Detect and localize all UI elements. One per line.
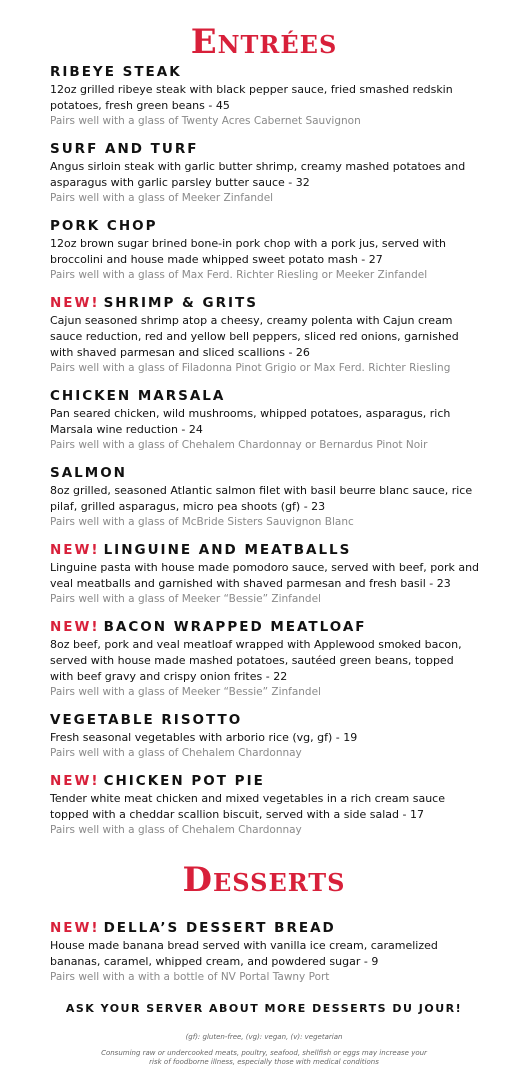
item-name: SURF AND TURF [50, 141, 199, 157]
item-name: PORK CHOP [50, 218, 158, 234]
new-badge: NEW! [50, 542, 100, 558]
new-badge: NEW! [50, 773, 100, 789]
entrees-title: Entrées [190, 22, 338, 62]
item-pairing: Pairs well with a glass of Meeker Zinfandel [50, 192, 274, 204]
item-pairing: Pairs well with a glass of Twenty Acres Cabernet Sauvignon [50, 115, 361, 127]
menu-item [50, 388, 480, 453]
menu-item [50, 141, 480, 206]
item-pairing: Pairs well with a glass of McBride Sisters Sauvignon Blanc [50, 516, 354, 528]
consumption-warning: Consuming raw or undercooked meats, poultry, seafood, shellfish or eggs may increase your risk of foodborne illness, especially those with medical conditions [101, 1049, 427, 1066]
item-description: Fresh seasonal vegetables with arborio rice (vg, gf) - 19 [50, 731, 358, 744]
diet-legend: (gf): gluten-free, (vg): vegan, (v): vegetarian [185, 1033, 343, 1041]
item-name: CHICKEN MARSALA [50, 388, 226, 404]
menu-item [50, 920, 480, 985]
menu-item [50, 619, 480, 700]
item-name: NEW! DELLA’S DESSERT BREAD [50, 920, 336, 936]
item-pairing: Pairs well with a glass of Meeker “Bessie” Zinfandel [50, 686, 321, 698]
item-pairing: Pairs well with a glass of Chehalem Chardonnay or Bernardus Pinot Noir [50, 439, 428, 451]
desserts-list [0, 920, 528, 985]
entrees-list [0, 64, 528, 838]
item-name: RIBEYE STEAK [50, 64, 182, 80]
item-description: 8oz grilled, seasoned Atlantic salmon filet with basil beurre blanc sauce, rice pilaf, grilled asparagus, micro pea shoots (gf) - 23 [50, 484, 473, 513]
item-name: SALMON [50, 465, 127, 481]
item-pairing: Pairs well with a glass of Meeker “Bessie” Zinfandel [50, 593, 321, 605]
item-description: 12oz brown sugar brined bone-in pork chop with a pork jus, served with broccolini and house made whipped sweet potato mash - 27 [50, 237, 446, 266]
item-name: NEW! BACON WRAPPED MEATLOAF [50, 619, 367, 635]
ask-server-note: ASK YOUR SERVER ABOUT MORE DESSERTS DU JOUR! [65, 1002, 463, 1015]
item-description: House made banana bread served with vanilla ice cream, caramelized bananas, caramel, whipped cream, and powdered sugar - 9 [50, 939, 438, 968]
menu-item [50, 218, 480, 283]
item-description: Pan seared chicken, wild mushrooms, whipped potatoes, asparagus, rich Marsala wine reduction - 24 [50, 407, 451, 436]
item-pairing: Pairs well with a glass of Chehalem Chardonnay [50, 747, 302, 759]
item-name: VEGETABLE RISOTTO [50, 712, 243, 728]
new-badge: NEW! [50, 920, 100, 936]
item-name: NEW! LINGUINE AND MEATBALLS [50, 542, 352, 558]
menu-item [50, 295, 480, 376]
new-badge: NEW! [50, 619, 100, 635]
item-pairing: Pairs well with a with a bottle of NV Portal Tawny Port [50, 971, 330, 983]
item-pairing: Pairs well with a glass of Filadonna Pinot Grigio or Max Ferd. Richter Riesling [50, 362, 451, 374]
item-description: Cajun seasoned shrimp atop a cheesy, creamy polenta with Cajun cream sauce reduction, red and yellow bell peppers, sliced red onions, garnished with shaved parmesan and sliced scallions - 26 [50, 314, 459, 359]
item-name: NEW! CHICKEN POT PIE [50, 773, 265, 789]
item-description: 12oz grilled ribeye steak with black pepper sauce, fried smashed redskin potatoes, fresh green beans - 45 [50, 83, 453, 112]
item-pairing: Pairs well with a glass of Max Ferd. Richter Riesling or Meeker Zinfandel [50, 269, 428, 281]
item-description: Linguine pasta with house made pomodoro sauce, served with beef, pork and veal meatballs and garnished with shaved parmesan and fresh basil - 23 [50, 561, 480, 590]
menu-item [50, 542, 480, 607]
new-badge: NEW! [50, 295, 100, 311]
item-description: 8oz beef, pork and veal meatloaf wrapped with Applewood smoked bacon, served with house made mashed potatoes, sautéed green beans, topped with beef gravy and crispy onion frites - 22 [50, 638, 462, 683]
item-description: Angus sirloin steak with garlic butter shrimp, creamy mashed potatoes and asparagus with garlic parsley butter sauce - 32 [50, 160, 466, 189]
item-name: NEW! SHRIMP & GRITS [50, 295, 258, 311]
menu-item [50, 773, 480, 838]
desserts-title: Desserts [182, 860, 346, 900]
item-pairing: Pairs well with a glass of Chehalem Chardonnay [50, 824, 302, 836]
menu-item [50, 64, 480, 129]
item-description: Tender white meat chicken and mixed vegetables in a rich cream sauce topped with a cheddar scallion biscuit, served with a side salad - 17 [50, 792, 445, 821]
menu-item [50, 712, 480, 761]
menu-item [50, 465, 480, 530]
